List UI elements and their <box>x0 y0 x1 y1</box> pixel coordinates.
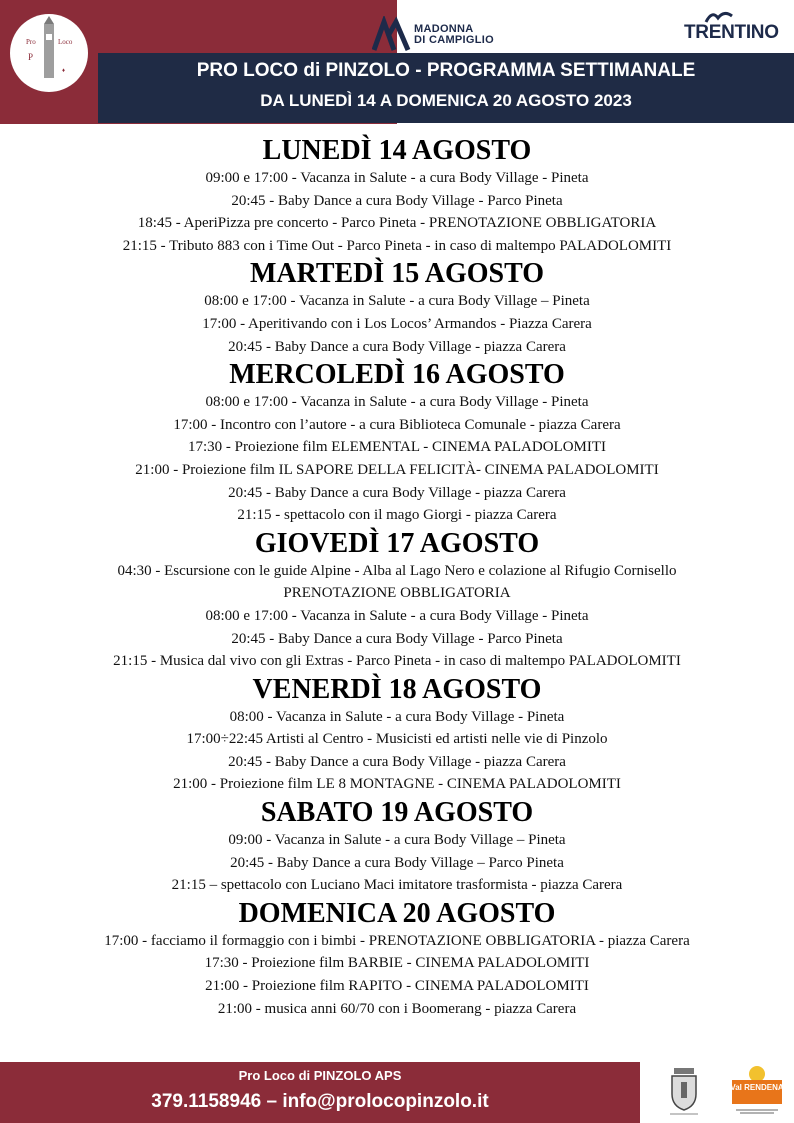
val-rendena-logo <box>730 1064 784 1118</box>
page-subtitle: DA LUNEDÌ 14 A DOMENICA 20 AGOSTO 2023 <box>260 91 632 110</box>
madonna-di-campiglio-logo <box>372 14 532 54</box>
day-tuesday <box>0 257 794 358</box>
weekly-schedule <box>0 134 794 1020</box>
event-line: 21:15 - spettacolo con il mago Giorgi - piazza Carera <box>237 507 557 524</box>
comune-pinzolo-crest-icon <box>664 1064 704 1118</box>
event-line: 21:15 - Tributo 883 con i Time Out - Parco Pineta - in caso di maltempo PALADOLOMITI <box>122 237 672 254</box>
madonna-line1: MADONNA <box>414 23 474 35</box>
event-line: 21:00 - Proiezione film RAPITO - CINEMA PALADOLOMITI <box>205 978 589 995</box>
event-line: 08:00 e 17:00 - Vacanza in Salute - a cura Body Village - Pineta <box>205 394 589 411</box>
event-line: 20:45 - Baby Dance a cura Body Village - piazza Carera <box>228 338 566 355</box>
event-line: 17:00 - Incontro con l’autore - a cura Biblioteca Comunale - piazza Carera <box>173 416 621 433</box>
footer-organization: Pro Loco di PINZOLO APS <box>238 1068 402 1083</box>
event-line: 20:45 - Baby Dance a cura Body Village - Parco Pineta <box>231 192 563 209</box>
madonna-line2: DI CAMPIGLIO <box>414 34 494 46</box>
event-line: 08:00 e 17:00 - Vacanza in Salute - a cura Body Village – Pineta <box>204 293 590 310</box>
event-line: 08:00 - Vacanza in Salute - a cura Body Village - Pineta <box>229 708 565 725</box>
svg-text:P: P <box>28 52 34 62</box>
day-wednesday <box>0 358 794 527</box>
rendena-text: Val RENDENA <box>730 1083 784 1092</box>
day-title: MARTEDÌ 15 AGOSTO <box>249 258 545 290</box>
event-line: 18:45 - AperiPizza pre concerto - Parco Pineta - PRENOTAZIONE OBBLIGATORIA <box>137 215 657 232</box>
day-friday <box>0 673 794 796</box>
day-title: GIOVEDÌ 17 AGOSTO <box>254 527 540 559</box>
trentino-logo <box>682 10 792 50</box>
event-line: 21:00 - Proiezione film IL SAPORE DELLA FELICITÀ- CINEMA PALADOLOMITI <box>135 461 659 478</box>
svg-text:Pro: Pro <box>26 38 36 46</box>
event-line: 09:00 e 17:00 - Vacanza in Salute - a cura Body Village - Pineta <box>205 170 589 186</box>
page-title: PRO LOCO di PINZOLO - PROGRAMMA SETTIMANALE <box>196 60 696 81</box>
event-line: 21:00 - musica anni 60/70 con i Boomerang - piazza Carera <box>217 1000 577 1017</box>
day-title: MERCOLEDÌ 16 AGOSTO <box>229 359 565 391</box>
day-title: VENERDÌ 18 AGOSTO <box>252 673 542 705</box>
event-line: 20:45 - Baby Dance a cura Body Village – Parco Pineta <box>230 854 564 871</box>
event-line: 20:45 - Baby Dance a cura Body Village - piazza Carera <box>228 753 566 770</box>
svg-text:Loco: Loco <box>58 38 73 46</box>
day-saturday <box>0 796 794 897</box>
pro-loco-logo <box>10 14 88 92</box>
day-title: LUNEDÌ 14 AGOSTO <box>262 135 532 166</box>
day-monday <box>0 134 794 257</box>
event-line: PRENOTAZIONE OBBLIGATORIA <box>283 585 511 602</box>
day-sunday <box>0 897 794 1020</box>
event-line: 17:30 - Proiezione film ELEMENTAL - CINEMA PALADOLOMITI <box>187 439 607 456</box>
event-line: 20:45 - Baby Dance a cura Body Village - piazza Carera <box>228 484 566 501</box>
event-line: 17:00÷22:45 Artisti al Centro - Musicisti ed artisti nelle vie di Pinzolo <box>186 731 608 748</box>
event-line: 17:00 - Aperitivando con i Los Locos’ Armandos - Piazza Carera <box>202 315 592 332</box>
event-line: 08:00 e 17:00 - Vacanza in Salute - a cura Body Village - Pineta <box>205 607 589 624</box>
day-title: DOMENICA 20 AGOSTO <box>238 897 556 929</box>
event-line: 04:30 - Escursione con le guide Alpine - Alba al Lago Nero e colazione al Rifugio Cornisello <box>117 562 677 579</box>
event-line: 21:00 - Proiezione film LE 8 MONTAGNE - CINEMA PALADOLOMITI <box>173 776 621 793</box>
day-title: SABATO 19 AGOSTO <box>260 797 534 829</box>
footer-contact: 379.1158946 – info@prolocopinzolo.it <box>151 1091 489 1112</box>
trentino-text: TRENTINO <box>684 22 779 43</box>
event-line: 21:15 – spettacolo con Luciano Maci imitatore trasformista - piazza Carera <box>171 877 623 894</box>
day-thursday <box>0 527 794 673</box>
event-line: 09:00 - Vacanza in Salute - a cura Body Village – Pineta <box>228 832 566 849</box>
event-line: 21:15 - Musica dal vivo con gli Extras - Parco Pineta - in caso di maltempo PALADOLOMITI <box>113 653 681 670</box>
event-line: 17:30 - Proiezione film BARBIE - CINEMA PALADOLOMITI <box>204 955 590 972</box>
svg-text:♦: ♦ <box>62 68 66 74</box>
event-line: 17:00 - facciamo il formaggio con i bimbi - PRENOTAZIONE OBBLIGATORIA - piazza Carera <box>104 932 690 949</box>
event-line: 20:45 - Baby Dance a cura Body Village - Parco Pineta <box>231 630 563 647</box>
